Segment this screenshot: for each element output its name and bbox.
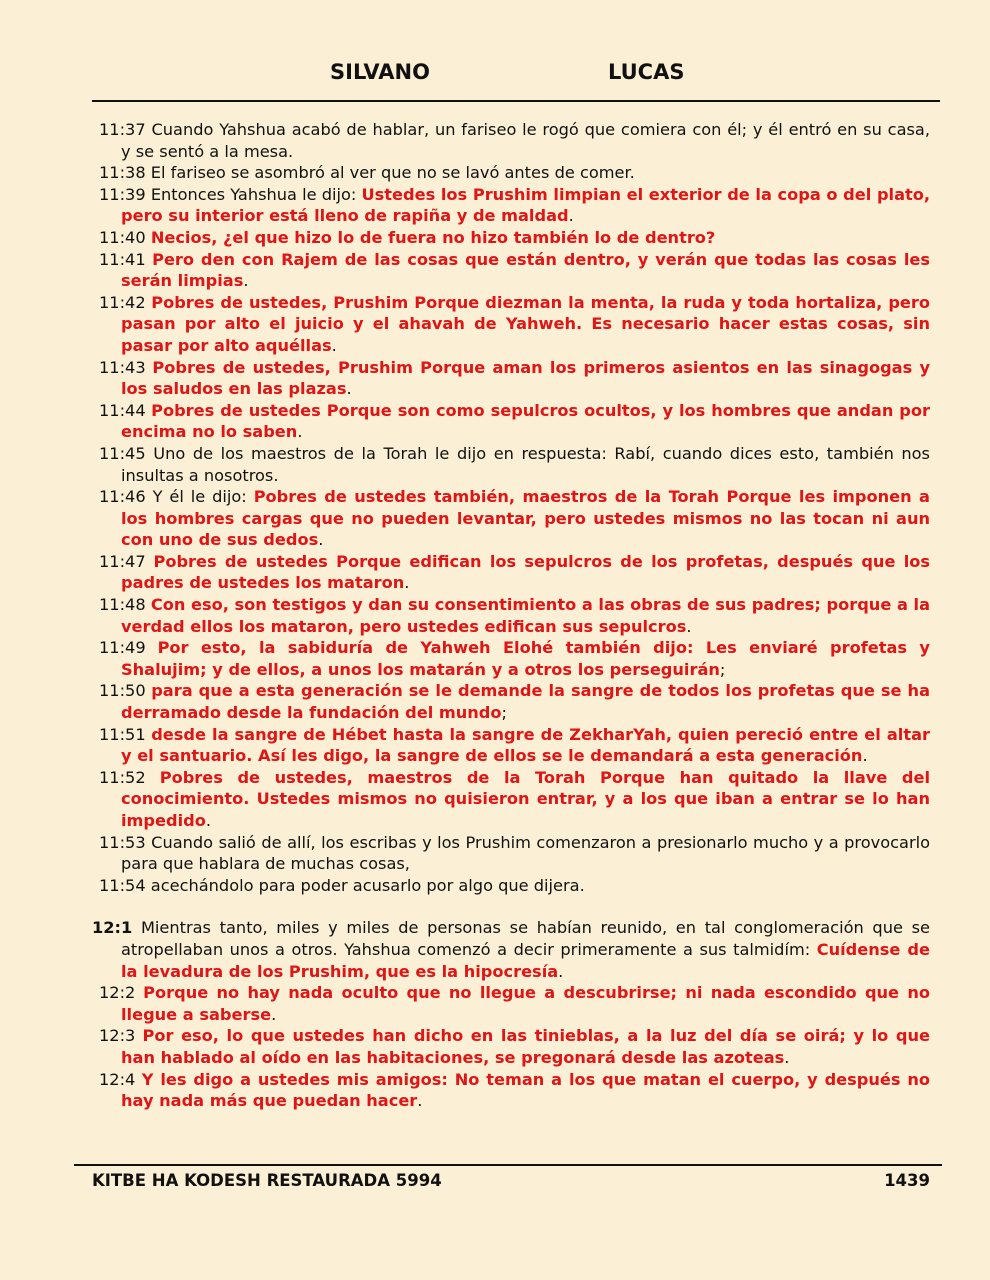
verse xyxy=(92,982,930,1025)
verse xyxy=(92,443,930,486)
verse-number: 11:49 xyxy=(99,638,146,658)
verse-text xyxy=(135,983,143,1002)
verse-quote-text: Pobres de ustedes, maestros de la Torah Porque han quitado la llave del conocimiento. Ustedes mismos no quisieron entrar, y a los que iban a entrar se lo han impedido xyxy=(121,767,930,830)
verse-text: . xyxy=(686,616,692,636)
page-header xyxy=(0,58,990,92)
verse-text: El fariseo se asombró al ver que no se lavó antes de comer. xyxy=(145,163,635,183)
verse xyxy=(92,594,930,637)
header-book: LUCAS xyxy=(608,60,685,84)
verse-number: 11:54 xyxy=(99,875,146,895)
verse-quote-text: para que a esta generación se le demande la sangre de todos los profetas que se ha derramado desde la fundación del mundo xyxy=(121,681,930,723)
verse xyxy=(92,184,930,227)
verse-quote-text: Necios, ¿el que hizo lo de fuera no hizo también lo de dentro? xyxy=(150,227,716,247)
verse-number: 12:4 xyxy=(99,1069,136,1089)
verse xyxy=(92,227,930,249)
verse-number: 11:47 xyxy=(99,551,146,571)
verse-content xyxy=(92,119,930,1112)
verse-text: . xyxy=(784,1047,790,1067)
chapter-12-verses xyxy=(92,917,930,1111)
verse-text: Cuando Yahshua acabó de hablar, un fariseo le rogó que comiera con él; y él entró en su casa, y se sentó a la mesa. xyxy=(121,120,930,161)
verse xyxy=(92,1069,930,1112)
verse-text: Cuando salió de allí, los escribas y los Prushim comenzaron a presionarlo mucho y a provocarlo para que hablara de muchas cosas, xyxy=(121,832,930,874)
verse-number: 11:44 xyxy=(99,400,146,420)
verse xyxy=(92,162,930,184)
verse xyxy=(92,249,930,292)
verse xyxy=(92,767,930,832)
verse-number: 11:40 xyxy=(99,227,146,247)
verse-text: . xyxy=(558,961,564,981)
verse-number: 12:2 xyxy=(99,983,136,1003)
footer-rule xyxy=(74,1164,942,1166)
verse-number: 11:39 xyxy=(99,184,146,204)
verse-number: 11:45 xyxy=(99,443,146,463)
verse-text: Y él le dijo: xyxy=(145,487,254,507)
header-rule xyxy=(92,100,940,102)
verse xyxy=(92,680,930,723)
verse-number: 11:48 xyxy=(99,595,146,615)
verse-quote-text: Y les digo a ustedes mis amigos: No teman a los que matan el cuerpo, y después no hay nada más que puedan hacer xyxy=(121,1069,931,1111)
verse-text: . xyxy=(331,335,337,355)
verse-quote-text: Por eso, lo que ustedes han dicho en las tinieblas, a la luz del día se oirá; y lo que han hablado al oído en las habitaciones, se pregonará desde las azoteas xyxy=(121,1026,930,1067)
verse-text: ; xyxy=(501,703,507,723)
page-number: 1439 xyxy=(884,1171,930,1190)
verse-text: ; xyxy=(719,659,726,679)
verse xyxy=(92,1025,930,1068)
verse-number: 11:38 xyxy=(99,163,146,183)
verse-number: 11:50 xyxy=(99,681,146,701)
verse-number: 11:42 xyxy=(99,292,146,312)
footer-title: KITBE HA KODESH RESTAURADA 5994 xyxy=(92,1171,442,1190)
verse-text: . xyxy=(271,1004,277,1024)
verse xyxy=(92,637,930,680)
verse-quote-text: Por esto, la sabiduría de Yahweh Elohé también dijo: Les enviaré profetas y Shalujim; y de ellos, a unos los matarán y a otros los perseguirán xyxy=(121,638,930,679)
verse-number: 11:52 xyxy=(99,767,146,787)
verse-text: . xyxy=(568,206,574,226)
verse-number: 11:53 xyxy=(99,832,146,852)
verse-text: . xyxy=(243,271,249,291)
header-author: SILVANO xyxy=(330,60,430,84)
verse-text: Entonces Yahshua le dijo: xyxy=(145,184,362,204)
chapter-11-verses xyxy=(92,119,930,896)
verse-text: Uno de los maestros de la Torah le dijo en respuesta: Rabí, cuando dices esto, también nos insultas a nosotros. xyxy=(121,443,930,485)
verse-text: . xyxy=(297,422,303,442)
verse-number: 12:1 xyxy=(92,918,133,938)
verse-quote-text: Ustedes los Prushim limpian el exterior de la copa o del plato, pero su interior está lleno de rapiña y de maldad xyxy=(121,184,931,226)
verse-text: . xyxy=(318,530,324,550)
verse xyxy=(92,551,930,594)
verse xyxy=(92,832,930,875)
verse-quote-text: Pobres de ustedes, Prushim Porque aman los primeros asientos en las sinagogas y los saludos en las plazas xyxy=(121,357,930,399)
verse xyxy=(92,917,930,982)
verse-text xyxy=(146,768,160,787)
verse-quote-text: desde la sangre de Hébet hasta la sangre de ZekharYah, quien pereció entre el altar y el santuario. Así les digo, la sangre de ellos se le demandará a esta generación xyxy=(121,724,930,766)
verse-text xyxy=(146,638,158,657)
verse-number: 11:43 xyxy=(99,357,146,377)
verse-quote-text: Pobres de ustedes Porque edifican los sepulcros de los profetas, después que los padres de ustedes los mataron xyxy=(121,551,931,593)
verse-text: . xyxy=(346,379,352,399)
verse xyxy=(92,875,930,897)
verse xyxy=(92,119,930,162)
verse xyxy=(92,486,930,551)
verse-quote-text: Pobres de ustedes también, maestros de la Torah Porque les imponen a los hombres cargas que no pueden levantar, pero ustedes mismos no las tocan ni aun con uno de sus dedos xyxy=(121,487,930,550)
verse-quote-text: Pero den con Rajem de las cosas que están dentro, y verán que todas las cosas les serán limpias xyxy=(121,249,930,291)
verse xyxy=(92,400,930,443)
verse-quote-text: Pobres de ustedes Porque son como sepulcros ocultos, y los hombres que andan por encima no lo saben xyxy=(121,400,930,442)
verse-number: 11:46 xyxy=(99,487,146,507)
verse-number: 11:51 xyxy=(99,724,146,744)
verse-quote-text: Cuídense de la levadura de los Prushim, que es la hipocresía xyxy=(121,939,930,981)
verse-text: . xyxy=(862,746,868,766)
verse-text: Mientras tanto, miles y miles de personas se habían reunido, en tal conglomeración que se atropellaban unos a otros. Yahshua comenzó a decir primeramente a sus talmidím: xyxy=(121,918,930,959)
verse-text: acechándolo para poder acusarlo por algo que dijera. xyxy=(145,875,585,895)
verse-quote-text: Porque no hay nada oculto que no llegue a descubrirse; ni nada escondido que no llegue a saberse xyxy=(121,983,930,1024)
verse-number: 11:41 xyxy=(99,249,146,269)
verse-text: . xyxy=(205,811,211,830)
verse-quote-text: Pobres de ustedes, Prushim Porque diezman la menta, la ruda y toda hortaliza, pero pasan por alto el juicio y el ahavah de Yahweh. Es necesario hacer estas cosas, sin pasar por alto aquéllas xyxy=(121,292,930,355)
verse xyxy=(92,724,930,767)
verse-text: . xyxy=(417,1091,423,1111)
verse-quote-text: Con eso, son testigos y dan su consentimiento a las obras de sus padres; porque a la verdad ellos los mataron, pero ustedes edifican sus sepulcros xyxy=(121,595,930,636)
verse-number: 11:37 xyxy=(99,120,146,139)
verse xyxy=(92,292,930,357)
verse-number: 12:3 xyxy=(99,1026,136,1046)
chapter-gap xyxy=(92,896,930,917)
verse xyxy=(92,357,930,400)
verse-text: . xyxy=(404,573,410,593)
